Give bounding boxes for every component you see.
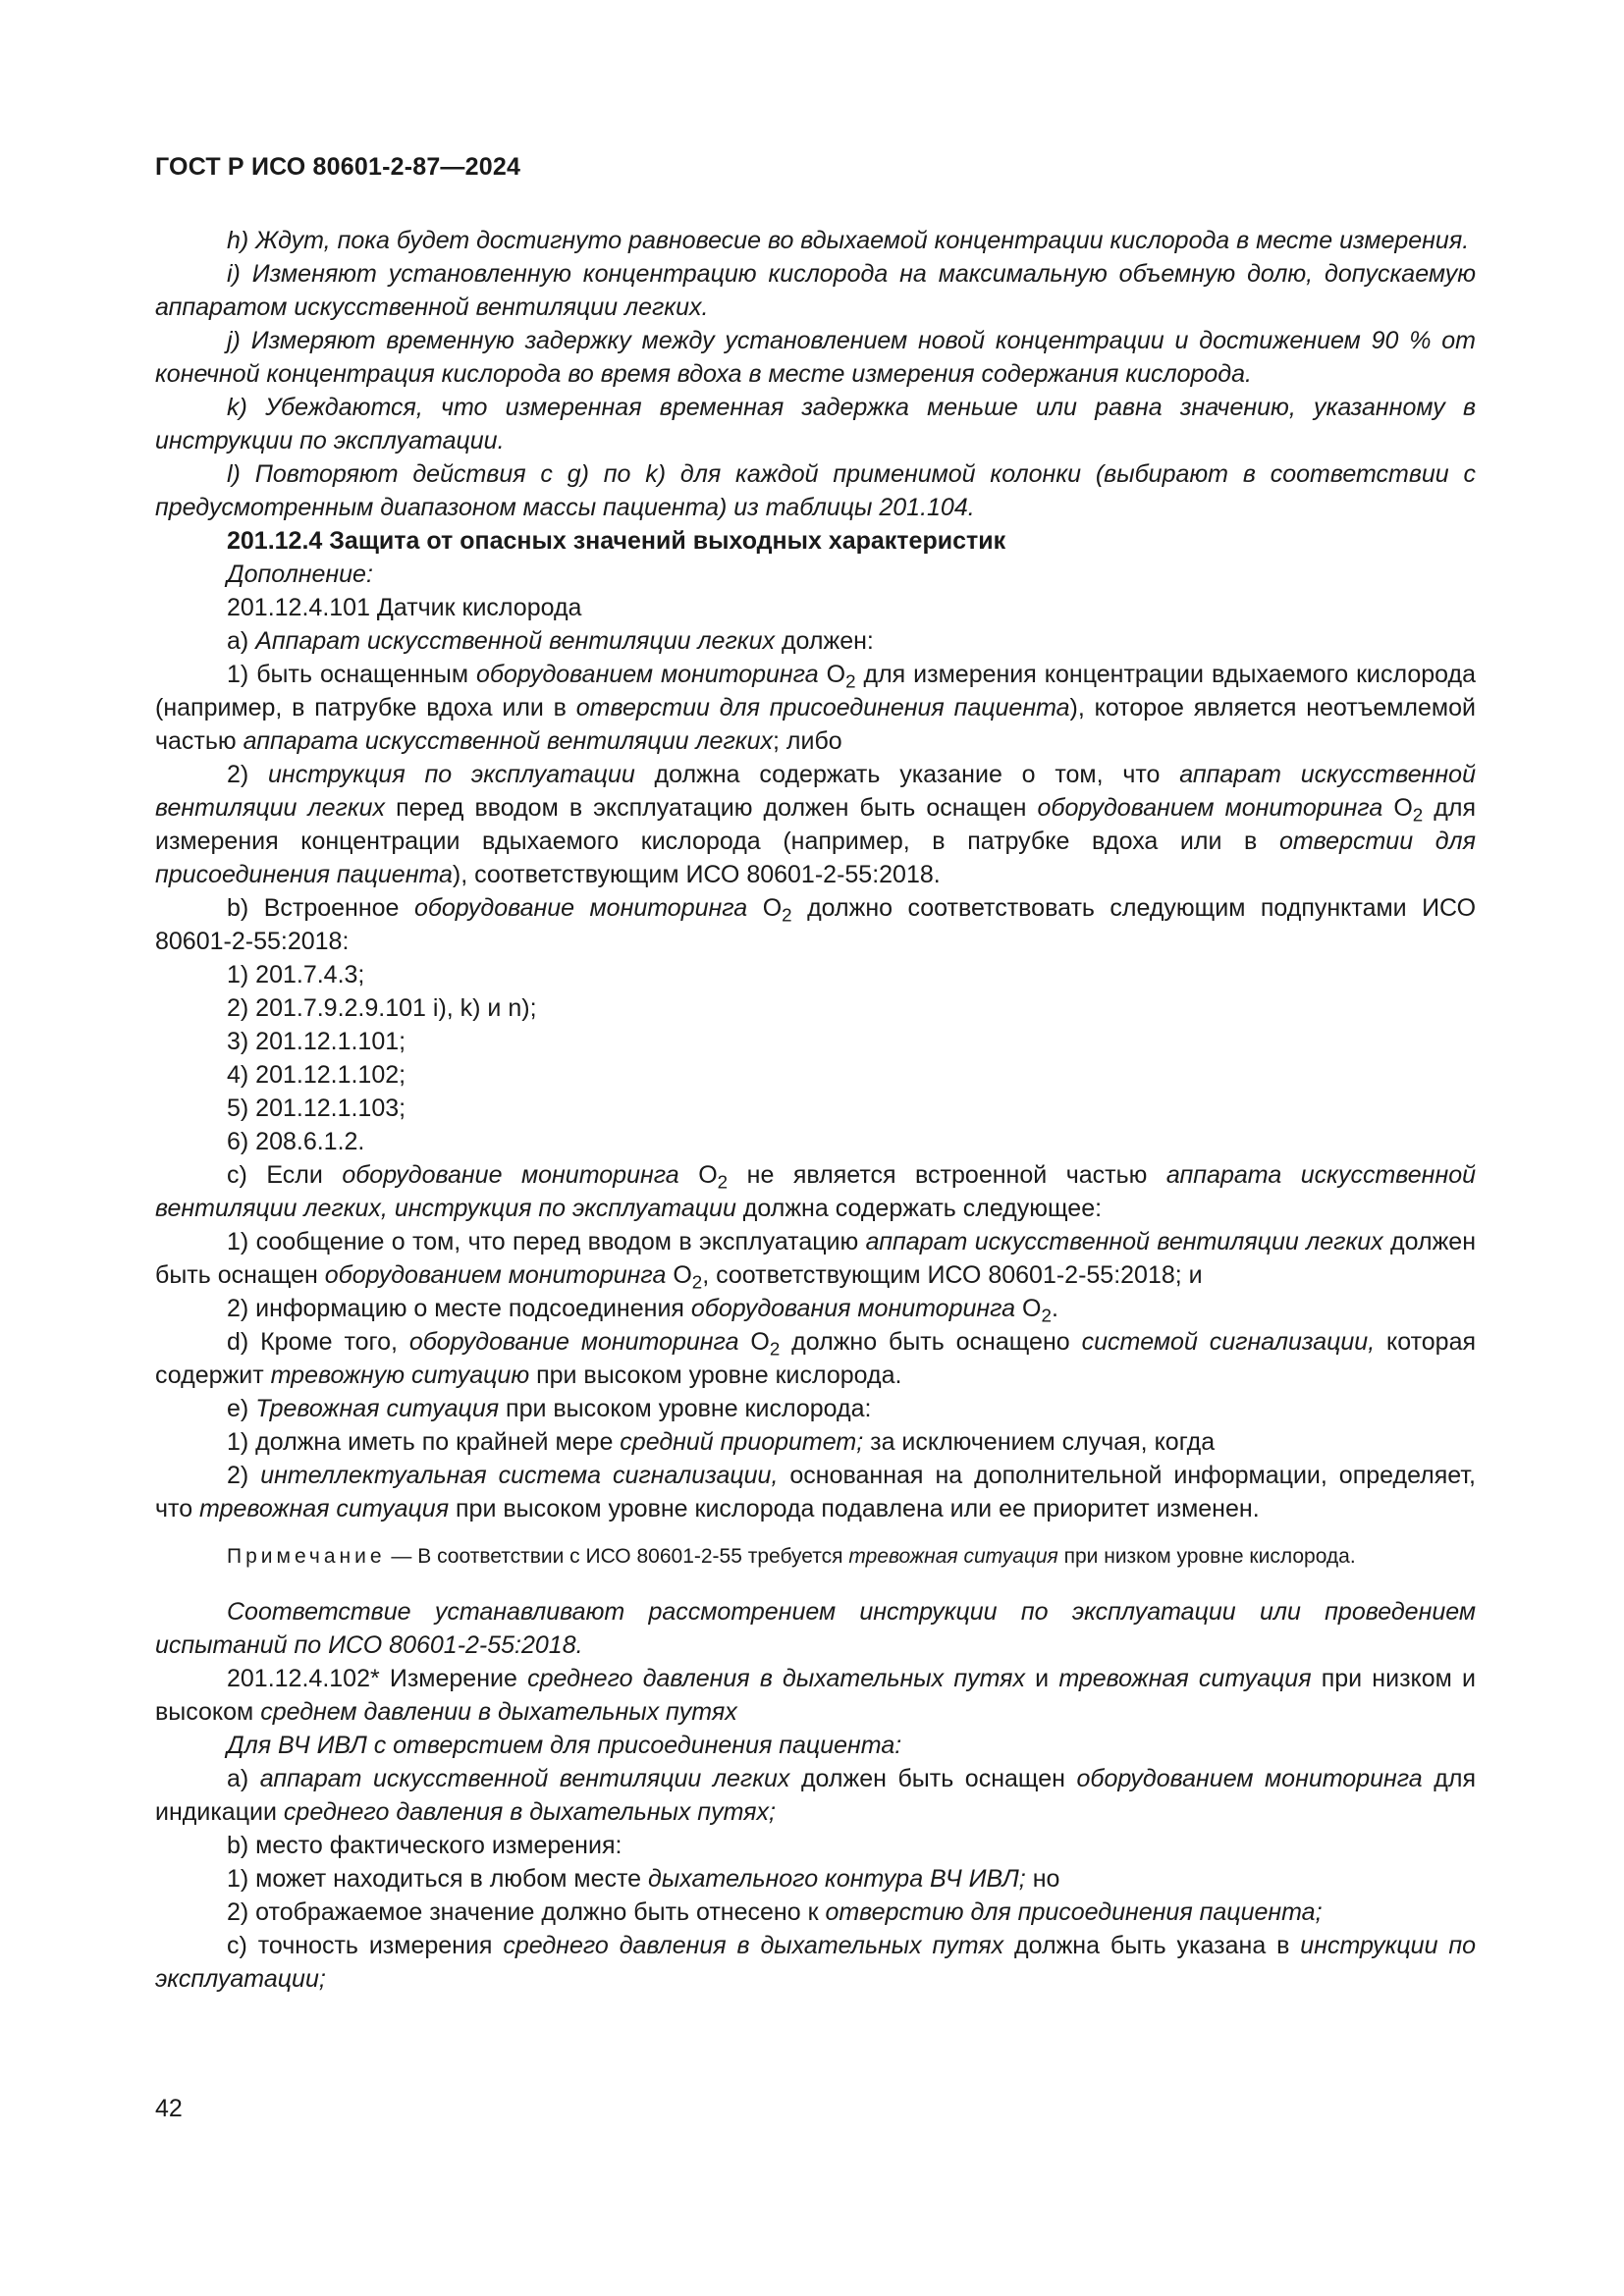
item-c-2: 2) информацию о месте подсоединения оборудования мониторинга $O_2$. [227, 1295, 1058, 1326]
document-header: ГОСТ Р ИСО 80601-2-87—2024 [155, 153, 521, 181]
subsection-title-201-12-4-102: 201.12.4.102* Измерение среднего давления в дыхательных путях и тревожная ситуация при низком и высоком среднем давлении в дыхательных путях [155, 1665, 1476, 1726]
item-a: а) Аппарат искусственной вентиляции легких должен: [227, 627, 874, 655]
hf-item-a: а) аппарат искусственной вентиляции легких должен быть оснащен оборудованием мониторинга для индикации среднего давления в дыхательных путях; [155, 1765, 1476, 1826]
item-a-1: 1) быть оснащенным оборудованием мониторинга $O_2$ для измерения концентрации вдыхаемого кислорода (например, в патрубке вдоха или в отверстии для присоединения пациента), которое является неотъемлемой частью аппарата искусственной вентиляции легких; либо [155, 661, 1476, 755]
item-a-2: 2) инструкция по эксплуатации должна содержать указание о том, что аппарат искусственной вентиляции легких перед вводом в эксплуатацию должен быть оснащен оборудованием мониторинга $O_2$ для измерения концентрации вдыхаемого кислорода (например, в патрубке вдоха или в отверстии для присоединения пациента), соответствующим ИСО 80601-2-55:2018. [155, 761, 1476, 888]
hf-item-b: b) место фактического измерения: [227, 1832, 623, 1859]
item-e-2: 2) интеллектуальная система сигнализации, основанная на дополнительной информации, определяет, что тревожная ситуация при высоком уровне кислорода подавлена или ее приоритет изменен. [155, 1462, 1476, 1522]
list-item: 3) 201.12.1.101; [227, 1028, 406, 1055]
paragraph-i: i) Изменяют установленную концентрацию кислорода на максимальную объемную долю, допускаемую аппаратом искусственной вентиляции легких. [155, 260, 1476, 321]
page-number: 42 [155, 2095, 183, 2122]
addition-label: Дополнение: [227, 561, 373, 588]
item-c-1: 1) сообщение о том, что перед вводом в эксплуатацию аппарат искусственной вентиляции легких должен быть оснащен оборудованием мониторинга $O_2$, соответствующим ИСО 80601-2-55:2018; и [155, 1228, 1476, 1293]
paragraph-j: j) Измеряют временную задержку между установлением новой концентрации и достижением 90 % от конечной концентрация кислорода во время вдоха в месте измерения содержания кислорода. [155, 327, 1476, 388]
note: Примечание — В соответствии с ИСО 80601-2-55 требуется тревожная ситуация при низком уровне кислорода. [227, 1545, 1356, 1568]
section-heading-201-12-4: 201.12.4 Защита от опасных значений выходных характеристик [227, 527, 1006, 555]
compliance-statement: Соответствие устанавливают рассмотрением инструкции по эксплуатации или проведением испытаний по ИСО 80601-2-55:2018. [155, 1598, 1476, 1659]
item-e: e) Тревожная ситуация при высоком уровне кислорода: [227, 1395, 872, 1422]
list-item: 1) 201.7.4.3; [227, 961, 365, 988]
list-item: 5) 201.12.1.103; [227, 1095, 406, 1122]
hf-item-c: c) точность измерения среднего давления в дыхательных путях должна быть указана в инструкции по эксплуатации; [155, 1932, 1477, 1993]
item-b: b) Встроенное оборудование мониторинга $O_2$ должно соответствовать следующим подпунктами ИСО 80601-2-55:2018: [155, 894, 1477, 955]
item-d: d) Кроме того, оборудование мониторинга $O_2$ должно быть оснащено системой сигнализации, которая содержит тревожную ситуацию при высоком уровне кислорода. [155, 1328, 1477, 1389]
list-item: 6) 208.6.1.2. [227, 1128, 365, 1155]
document-body [155, 224, 1476, 1996]
list-item: 4) 201.12.1.102; [227, 1061, 406, 1089]
paragraph-k: k) Убеждаются, что измеренная временная задержка меньше или равна значению, указанному в инструкции по эксплуатации. [155, 394, 1476, 454]
hf-item-b-1: 1) может находиться в любом месте дыхательного контура ВЧ ИВЛ; но [227, 1865, 1060, 1893]
subsection-title-201-12-4-101: 201.12.4.101 Датчик кислорода [227, 594, 582, 621]
note-label: Примечание [227, 1545, 386, 1568]
item-e-1: 1) должна иметь по крайней мере средний приоритет; за исключением случая, когда [227, 1428, 1216, 1456]
hf-item-b-2: 2) отображаемое значение должно быть отнесено к отверстию для присоединения пациента; [227, 1898, 1323, 1926]
hf-intro: Для ВЧ ИВЛ с отверстием для присоединения пациента: [227, 1732, 902, 1759]
item-c: c) Если оборудование мониторинга $O_2$ не является встроенной частью аппарата искусственной вентиляции легких, инструкция по эксплуатации должна содержать следующее: [155, 1161, 1477, 1222]
paragraph-h: h) Ждут, пока будет достигнуто равновесие во вдыхаемой концентрации кислорода в месте измерения. [227, 227, 1470, 254]
paragraph-l: l) Повторяют действия с g) по k) для каждой применимой колонки (выбирают в соответствии с предусмотренным диапазоном массы пациента) из таблицы 201.104. [155, 460, 1476, 521]
list-item: 2) 201.7.9.2.9.101 i), k) и n); [227, 994, 537, 1022]
